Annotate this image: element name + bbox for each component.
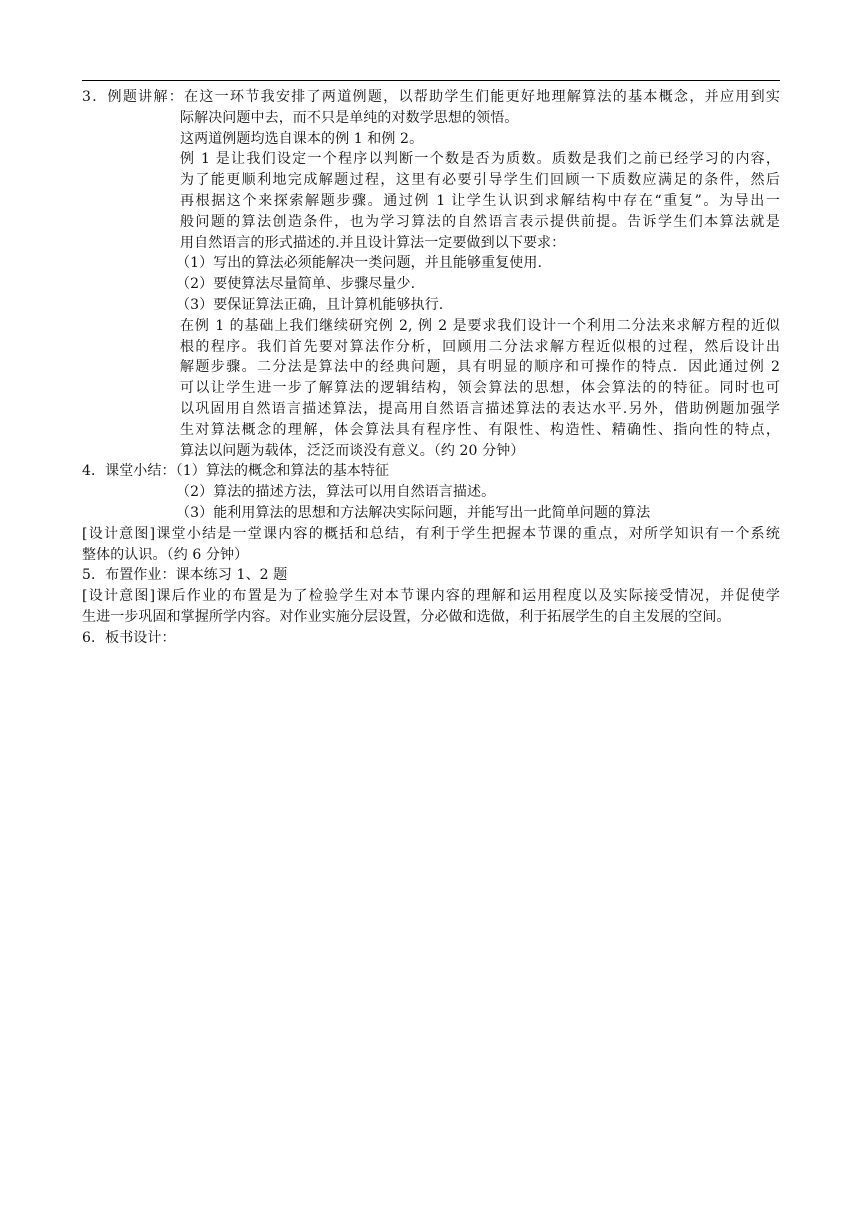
design-intent-line: [设计意图]课后作业的布置是为了检验学生对本节课内容的理解和运用程度以及实际接受情况，并促使学 <box>82 588 780 605</box>
section-3-line: 生对算法概念的理解，体会算法具有程序性、有限性、构造性、精确性、指向性的特点， <box>180 421 780 438</box>
section-6-heading: 6．板书设计： <box>82 629 176 646</box>
section-3-line: 在这一环节我安排了两道例题，以帮助学生们能更好地理解算法的基本概念，并应用到实 <box>184 89 781 105</box>
requirement-item: （2）要使算法尽量简单、步骤尽量少. <box>176 276 416 293</box>
section-3-line: 算法以问题为载体，泛泛而谈没有意义。（约 20 分钟） <box>180 442 525 459</box>
section-3-line: 在例 1 的基础上我们继续研究例 2, 例 2 是要求我们设计一个利用二分法来求解方程的近似 <box>180 317 780 334</box>
section-3-line: 解题步骤。二分法是算法中的经典问题，具有明显的顺序和可操作的特点．因此通过例 2 <box>180 359 780 376</box>
summary-item: （2）算法的描述方法，算法可以用自然语言描述。 <box>176 484 496 501</box>
section-3-first-line <box>82 87 780 108</box>
requirement-item: （1）写出的算法必须能解决一类问题，并且能够重复使用. <box>176 255 543 272</box>
section-4-first-line <box>82 461 780 482</box>
summary-item: （1）算法的概念和算法的基本特征 <box>175 463 390 480</box>
section-3-line: 以巩固用自然语言描述算法，提高用自然语言描述算法的表达水平.另外，借助例题加强学 <box>180 400 780 417</box>
header-rule <box>82 80 780 81</box>
section-3-line: 再根据这个来探索解题步骤。通过例 1 让学生认识到求解结构中存在“重复”。为导出一 <box>180 192 780 209</box>
section-3-line: 用自然语言的形式描述的.并且设计算法一定要做到以下要求： <box>180 234 566 251</box>
section-3-line: 这两道例题均选自课本的例 1 和例 2。 <box>180 130 424 147</box>
section-3-line: 般问题的算法创造条件，也为学习算法的自然语言表示提供前提。告诉学生们本算法就是 <box>180 213 780 230</box>
section-3-line: 可以让学生进一步了解算法的逻辑结构，领会算法的思想，体会算法的的特征。同时也可 <box>180 380 780 397</box>
requirement-item: （3）要保证算法正确，且计算机能够执行. <box>176 296 444 313</box>
section-3-line: 例 1 是让我们设定一个程序以判断一个数是否为质数。质数是我们之前已经学习的内容， <box>180 151 780 168</box>
section-3-heading: 3．例题讲解： <box>82 89 185 105</box>
section-3-line: 根的程序。我们首先要对算法作分析，回顾用二分法求解方程近似根的过程，然后设计出 <box>180 338 780 355</box>
design-intent-line: [设计意图]课堂小结是一堂课内容的概括和总结，有利于学生把握本节课的重点，对所学知识有一个系统 <box>82 525 780 542</box>
section-3-line: 为了能更顺利地完成解题过程，这里有必要引导学生们回顾一下质数应满足的条件，然后 <box>180 172 780 189</box>
section-5-heading: 5．布置作业：课本练习 1、2 题 <box>82 567 288 584</box>
document-page <box>82 80 780 649</box>
section-3-line: 际解决问题中去，而不只是单纯的对数学思想的领悟。 <box>180 109 519 126</box>
summary-item: （3）能利用算法的思想和方法解决实际问题，并能写出一此简单问题的算法 <box>176 504 651 521</box>
design-intent-line: 整体的认识。（约 6 分钟） <box>82 546 249 563</box>
section-4-heading: 4．课堂小结： <box>82 463 176 480</box>
design-intent-line: 生进一步巩固和掌握所学内容。对作业实施分层设置，分必做和选做，利于拓展学生的自主发展的空间。 <box>82 608 731 625</box>
